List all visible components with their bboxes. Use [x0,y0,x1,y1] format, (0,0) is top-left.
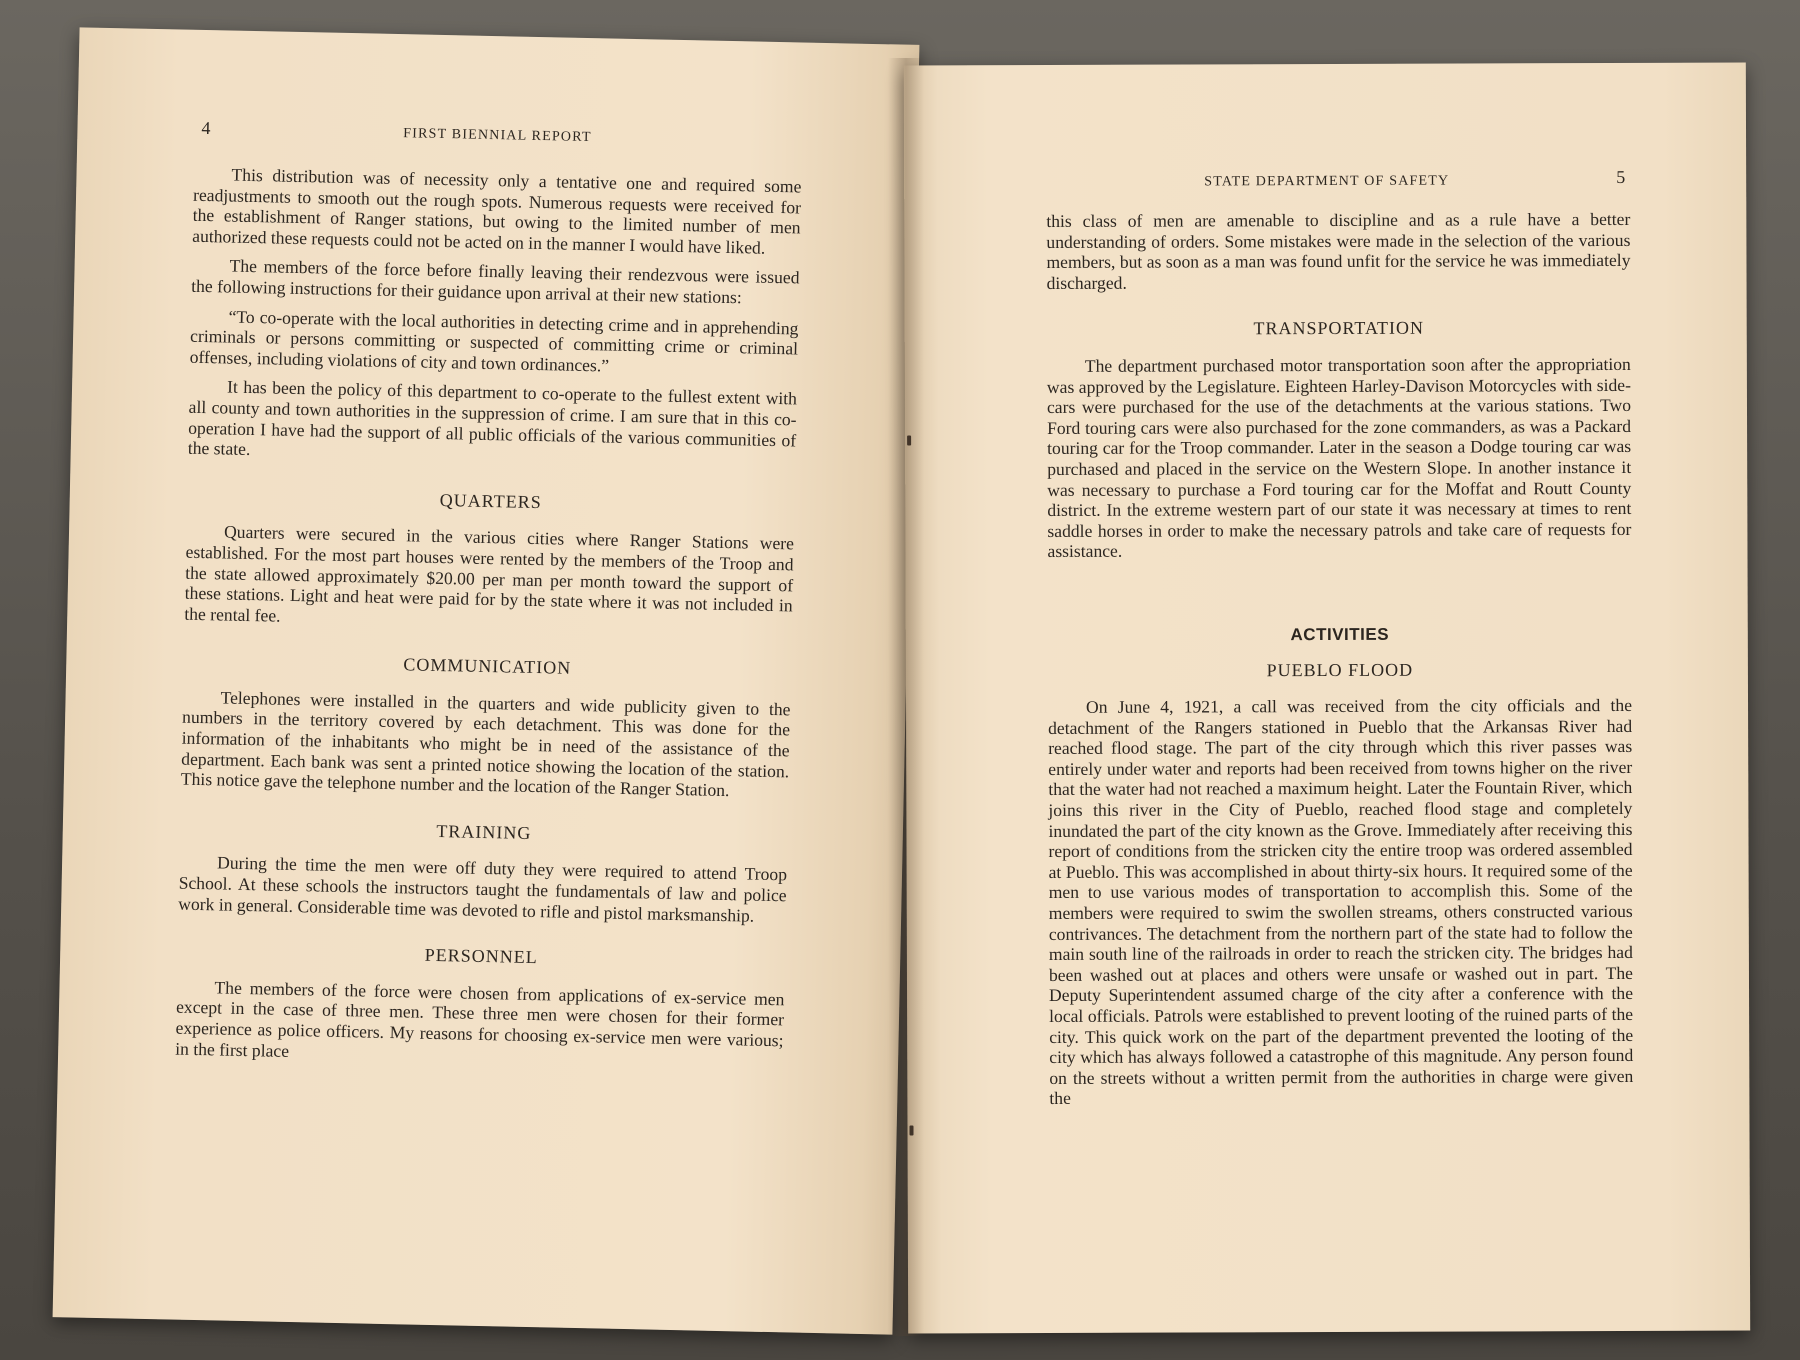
right-running-head: STATE DEPARTMENT OF SAFETY [1204,173,1450,190]
left-running-head: FIRST BIENNIAL REPORT [403,126,592,146]
quarters-paragraph: Quarters were secured in the various cities where Ranger Stations were established. For the most part houses were rented by the members of the Troop and the state allowed approximately $20.00 per man per month toward the support of these stations. Light and heat were paid for by the state where it was not included in the rental fee. [184,521,795,626]
left-page-number: 4 [201,117,211,139]
training-paragraph: During the time the men were off duty they were required to attend Troop School. At these schools the instructors taught the fundamentals of law and police work in general. Considerable time was devoted to rifle and pistol marksmanship. [178,852,788,926]
right-page [904,63,1750,1334]
communication-paragraph: Telephones were installed in the quarters and wide publicity given to the numbers in the territory covered by each detachment. This was done for the information of the inhabitants who might be in need of the assistance of the department. Each bank was sent a printed notice showing the location of the station. This notice gave the telephone number and the location of the Ranger Station. [180,687,791,801]
book-gutter [888,58,924,1336]
intro-paragraph-1: This distribution was of necessity only a tentative one and required some readjustments to smooth out the rough spots. Numerous requests were received for the establishment of Ranger stations, but owing to the limited number of men authorized these requests could not be acted on in the manner I would have liked. [192,164,802,258]
right-page-number: 5 [1616,166,1626,187]
training-heading: TRAINING [436,820,532,843]
activities-heading: ACTIVITIES [1290,624,1390,645]
transportation-paragraph: The department purchased motor transportation soon after the appropriation was approved by the Legislature. Eighteen Harley-Davison Motorcycles with side-cars were purchased for the use of the detachments at the various stations. Two Ford touring cars were also purchased for the zone commanders, as was a Packard touring car for the Troop commander. Later in the season a Dodge touring car was purchased and placed in the service on the Western Slope. In another instance it was necessary to purchase a Ford touring car for the Moffat and Routt County district. In the extreme western part of our state it was necessary at times to rent saddle horses in order to make the necessary patrols and take care of requests for assistance. [1046,353,1632,562]
pueblo-flood-paragraph: On June 4, 1921, a call was received from the city officials and the detachment of the Rangers stationed in Pueblo that the Arkansas River had reached flood stage. The part of the city through which this river passes was entirely under water and reports had been received from towns higher on the river that the water had not reached a maximum height. Later the Fountain River, which joins this river in the City of Pueblo, reached flood stage and completely inundated the part of the city known as the Grove. Immediately after receiving this report of conditions from the stricken city the entire troop was ordered assembled at Pueblo. This was accomplished in about thirty-six hours. It required some of the men to use various modes of transportation to accomplish this. Some of the members were required to swim the swollen streams, others constructed various contrivances. The detachment from the northern part of the state had to follow the main south line of the railroads in order to reach the stricken city. The bridges had been washed out at places and others were unsafe or washed out in part. The Deputy Superintendent assumed charge of the city after a conference with the local officials. Patrols were established to prevent looting of the ruined parts of the city. This quick work on the part of the department prevented the looting of the city which has always followed a catastrophe of this magnitude. Any person found on the streets without a written permit from the authorities in charge were given the [1048,695,1634,1109]
right-text-column [1046,209,1633,1118]
left-text-column [175,164,802,1081]
intro-paragraph-2: The members of the force before finally leaving their rendezvous were issued the following instructions for their guidance upon arrival at their new stations: [191,255,800,308]
left-page [53,27,920,1334]
pueblo-flood-heading: PUEBLO FLOOD [1266,659,1414,680]
transportation-heading: TRANSPORTATION [1253,318,1424,339]
personnel-heading: PERSONNEL [424,944,538,968]
communication-heading: COMMUNICATION [403,654,572,679]
continuation-paragraph: this class of men are amenable to discipline and as a rule have a better understanding of orders. Some mistakes were made in the selection of the various members, but as soon as a man was found unfit for the service he was immediately discharged. [1046,208,1631,293]
instruction-quote: “To co-operate with the local authorities in detecting crime and in apprehending criminals or persons committing or suspected of committing crime or criminal offenses, including violations of city and town ordinances.” [189,306,799,376]
intro-paragraph-4: It has been the policy of this department to co-operate to the fullest extent with all county and town authorities in the suppression of crime. I am sure that in this co-operation I have had the support of all public officials of the various communities of the state. [187,376,798,460]
personnel-paragraph: The members of the force were chosen from applications of ex-service men except in the case of three men. These three men were chosen for their former experience as police officers. My reasons for choosing ex-service men were various; in the first place [175,977,785,1061]
quarters-heading: QUARTERS [439,489,542,512]
